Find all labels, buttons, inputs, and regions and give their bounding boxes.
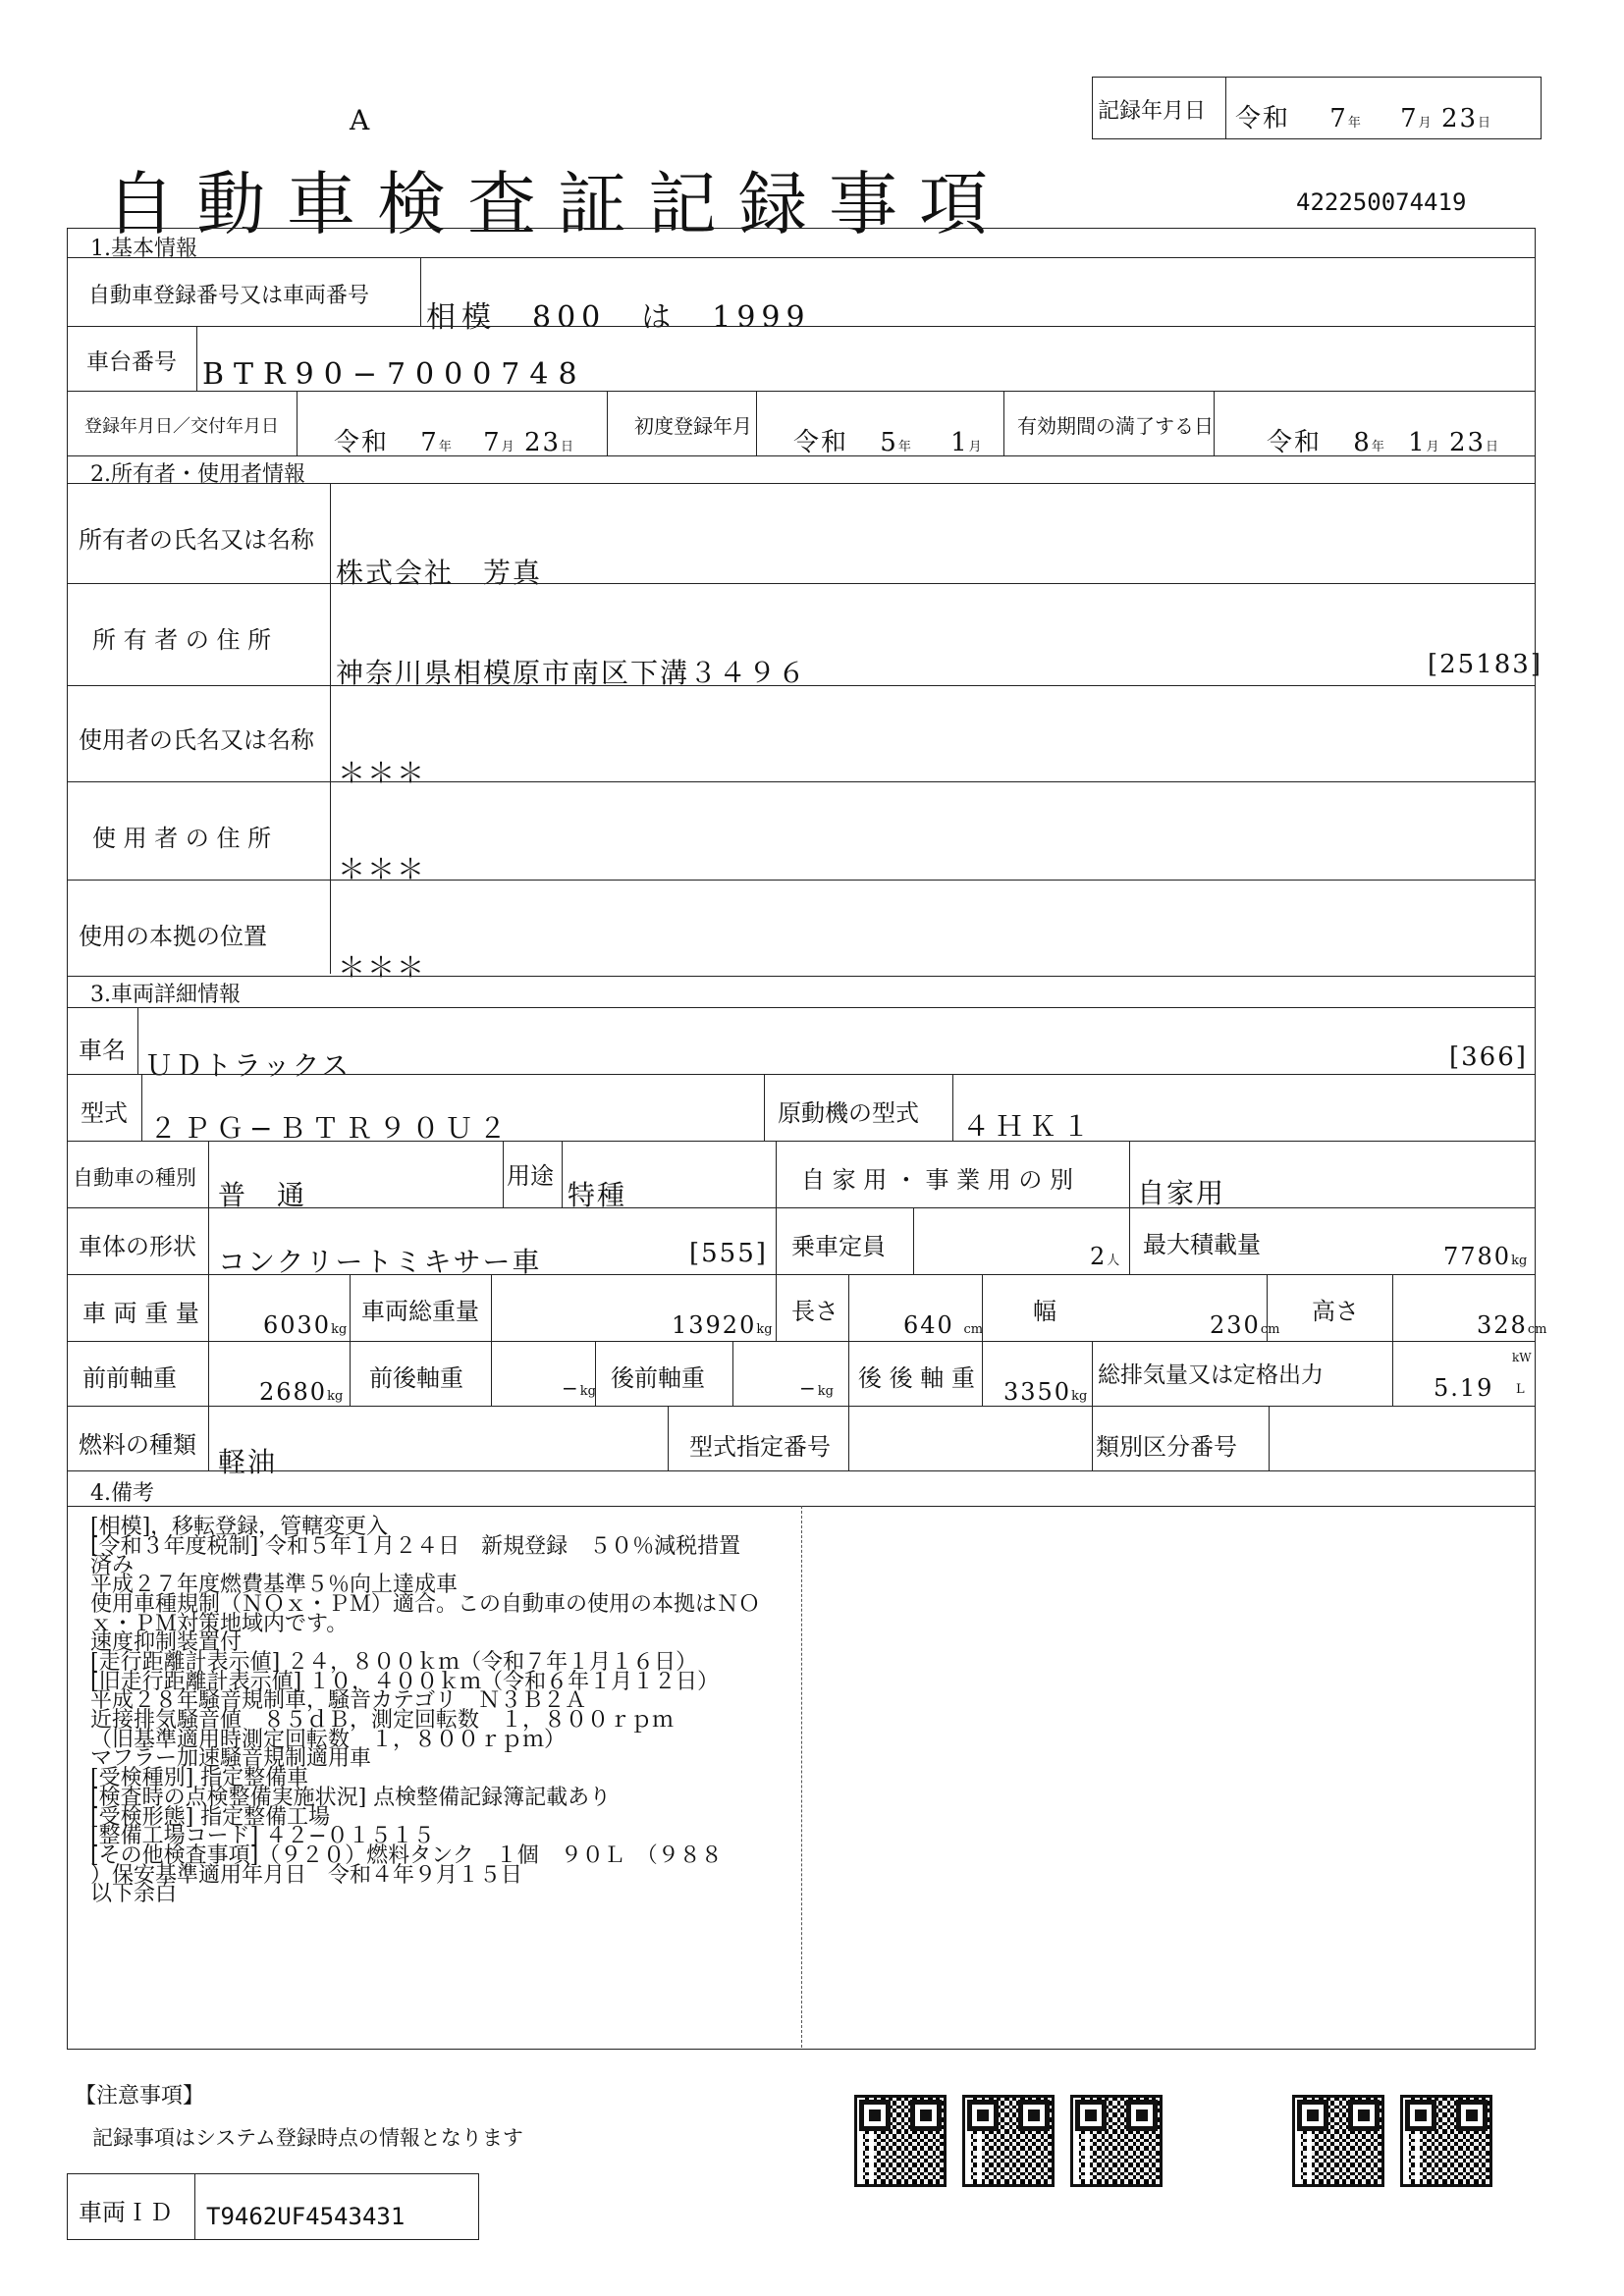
header-mark: A <box>350 104 370 136</box>
owner-address: 神奈川県相模原市南区下溝３４９６ <box>336 657 808 689</box>
front-rear-axle: −kg <box>562 1376 596 1400</box>
section-4-heading: 4.備考 <box>90 1481 154 1506</box>
page-title: 自動車検査証記録事項 <box>106 164 1009 244</box>
vehicle-id: T9462UF4543431 <box>206 2203 406 2230</box>
length: 640 cm <box>903 1311 984 1339</box>
body-shape: コンクリートミキサー車 <box>218 1246 542 1278</box>
remarks-block <box>90 1515 789 1907</box>
use-label: 用途 <box>507 1162 554 1190</box>
first-registration-label: 初度登録年月 <box>634 414 752 438</box>
section-1-heading: 1.基本情報 <box>90 237 197 261</box>
record-date-label: 記録年月日 <box>1098 99 1207 124</box>
remarks-line: [旧走行距離計表示値] １０，４００ｋｍ（令和６年１月１２日） <box>90 1669 720 1694</box>
owner-name-label: 所有者の氏名又は名称 <box>79 526 314 554</box>
expiry-date-label: 有効期間の満了する日 <box>1017 414 1214 438</box>
qr-code-4 <box>1292 2095 1384 2187</box>
classification-label: 類別区分番号 <box>1096 1433 1237 1461</box>
vehicle-weight: 6030kg <box>263 1311 348 1339</box>
remarks-line: （旧基準適用時測定回転数 １，８００ｒｐｍ） <box>90 1727 567 1752</box>
chassis-number: BTR90−7000748 <box>202 357 587 392</box>
engine-model: ４ＨＫ１ <box>962 1110 1097 1143</box>
capacity: 2人 <box>1090 1243 1120 1270</box>
front-front-axle: 2680kg <box>259 1378 344 1406</box>
displacement-label: 総排気量又は定格出力 <box>1098 1362 1324 1388</box>
vehicle-name: ＵＤトラックス <box>145 1049 352 1082</box>
fuel-type: 軽油 <box>218 1446 278 1478</box>
vehicle-id-label: 車両ＩＤ <box>79 2199 173 2226</box>
record-date: 令和 7年 7月 23日 <box>1235 104 1491 133</box>
width: 230cm <box>1210 1311 1280 1339</box>
private-business: 自家用 <box>1137 1177 1226 1209</box>
remarks-line: [走行距離計表示値] ２４，８００ｋｍ（令和７年１月１６日） <box>90 1649 698 1675</box>
registration-number-label: 自動車登録番号又は車両番号 <box>88 284 370 308</box>
front-rear-axle-label: 前後軸重 <box>369 1364 463 1392</box>
qr-code-1 <box>854 2095 947 2187</box>
owner-address-code: [25183] <box>1428 650 1543 679</box>
remarks-line: ｘ・ＰＭ対策地域内です。 <box>90 1611 349 1636</box>
remarks-line: [相模]，移転登録，管轄変更入 <box>90 1515 389 1539</box>
private-business-label: 自 家 用 ・ 事 業 用 の 別 <box>801 1166 1074 1194</box>
section-3-heading: 3.車両詳細情報 <box>90 983 241 1007</box>
user-address: ＊＊＊ <box>338 853 427 885</box>
remarks-line: 以下余白 <box>90 1882 178 1907</box>
notes-text: 記録事項はシステム登録時点の情報となります <box>92 2126 523 2150</box>
registration-date-label: 登録年月日／交付年月日 <box>84 416 279 437</box>
remarks-line: ）保安基準適用年月日 令和４年９月１５日 <box>90 1862 523 1888</box>
qr-code-5 <box>1400 2095 1492 2187</box>
first-registration: 令和 5年 1月 <box>793 428 982 457</box>
rear-rear-axle: 3350kg <box>1003 1378 1088 1406</box>
document-number: 422250074419 <box>1296 188 1467 216</box>
width-label: 幅 <box>1033 1298 1056 1325</box>
type-designation-label: 型式指定番号 <box>689 1433 831 1461</box>
rear-front-axle-label: 後前軸重 <box>611 1364 705 1392</box>
remarks-line: 近接排気騒音値 ８５ｄＢ，測定回転数 １，８００ｒｐｍ <box>90 1708 675 1734</box>
remarks-line: 使用車種規制（ＮＯｘ・ＰＭ）適合。この自動車の使用の本拠はＮＯ <box>90 1591 761 1617</box>
max-load: 7780kg <box>1443 1243 1528 1270</box>
qr-code-2 <box>962 2095 1055 2187</box>
registration-number: 相模 800 は 1999 <box>426 300 811 335</box>
vehicle-name-label: 車名 <box>79 1037 126 1064</box>
body-shape-code: [555] <box>689 1239 768 1268</box>
height-label: 高さ <box>1312 1298 1359 1325</box>
use: 特種 <box>568 1179 627 1211</box>
owner-name: 株式会社 芳真 <box>336 557 543 589</box>
remarks-line: [受検種別] 指定整備車 <box>90 1766 309 1791</box>
remarks-line: [検査時の点検整備実施状況] 点検整備記録簿記載あり <box>90 1785 612 1810</box>
notes-heading: 【注意事項】 <box>75 2084 205 2109</box>
expiry-date: 令和 8年 1月 23日 <box>1267 428 1499 457</box>
remarks-line: [整備工場コード] ４２−０１５１５ <box>90 1824 435 1849</box>
vehicle-weight-label: 車 両 重 量 <box>82 1300 199 1327</box>
owner-address-label: 所 有 者 の 住 所 <box>92 626 272 654</box>
chassis-number-label: 車台番号 <box>86 349 177 375</box>
remarks-line: [その他検査事項]（９２０）燃料タンク １個 ９０Ｌ （９８８ <box>90 1842 723 1868</box>
model-label: 型式 <box>81 1099 128 1127</box>
gross-weight-label: 車両総重量 <box>361 1298 479 1325</box>
displacement: 5.19 <box>1434 1374 1494 1402</box>
displacement-unit-kw: kW <box>1512 1351 1532 1364</box>
body-shape-label: 車体の形状 <box>79 1233 196 1260</box>
qr-code-3 <box>1070 2095 1163 2187</box>
section-2-heading: 2.所有者・使用者情報 <box>90 462 305 487</box>
vehicle-kind-label: 自動車の種別 <box>73 1166 196 1190</box>
registration-date: 令和 7年 7月 23日 <box>334 428 574 457</box>
gross-weight: 13920kg <box>672 1311 773 1339</box>
vehicle-name-code: [366] <box>1449 1042 1528 1072</box>
base-location: ＊＊＊ <box>338 951 427 984</box>
fuel-type-label: 燃料の種類 <box>79 1431 196 1459</box>
model: ２ＰＧ−ＢＴＲ９０Ｕ２ <box>149 1112 513 1145</box>
max-load-label: 最大積載量 <box>1143 1231 1261 1258</box>
user-name-label: 使用者の氏名又は名称 <box>79 726 314 754</box>
base-location-label: 使用の本拠の位置 <box>79 923 267 950</box>
remarks-line: [受検形態] 指定整備工場 <box>90 1804 331 1830</box>
remarks-line: 速度抑制装置付 <box>90 1630 243 1656</box>
remarks-line: 平成２８年騒音規制車，騒音カテゴリ Ｎ３Ｂ２Ａ <box>90 1688 587 1714</box>
engine-model-label: 原動機の型式 <box>778 1099 919 1127</box>
vehicle-kind: 普 通 <box>218 1179 307 1211</box>
user-address-label: 使 用 者 の 住 所 <box>92 825 272 852</box>
rear-front-axle: −kg <box>799 1376 834 1400</box>
rear-rear-axle-label: 後 後 軸 重 <box>858 1364 975 1392</box>
length-label: 長さ <box>791 1298 839 1325</box>
displacement-unit-l: L <box>1516 1382 1525 1397</box>
height: 328cm <box>1477 1311 1547 1339</box>
remarks-line: マフラー加速騒音規制適用車 <box>90 1746 372 1772</box>
user-name: ＊＊＊ <box>338 757 427 789</box>
capacity-label: 乗車定員 <box>791 1233 886 1260</box>
remarks-line: 平成２７年度燃費基準５％向上達成車 <box>90 1573 459 1598</box>
remarks-line: [令和３年度税制] 令和５年１月２４日 新規登録 ５０％減税措置 <box>90 1533 741 1559</box>
front-front-axle-label: 前前軸重 <box>82 1364 177 1392</box>
remarks-line: 済み <box>90 1553 135 1578</box>
